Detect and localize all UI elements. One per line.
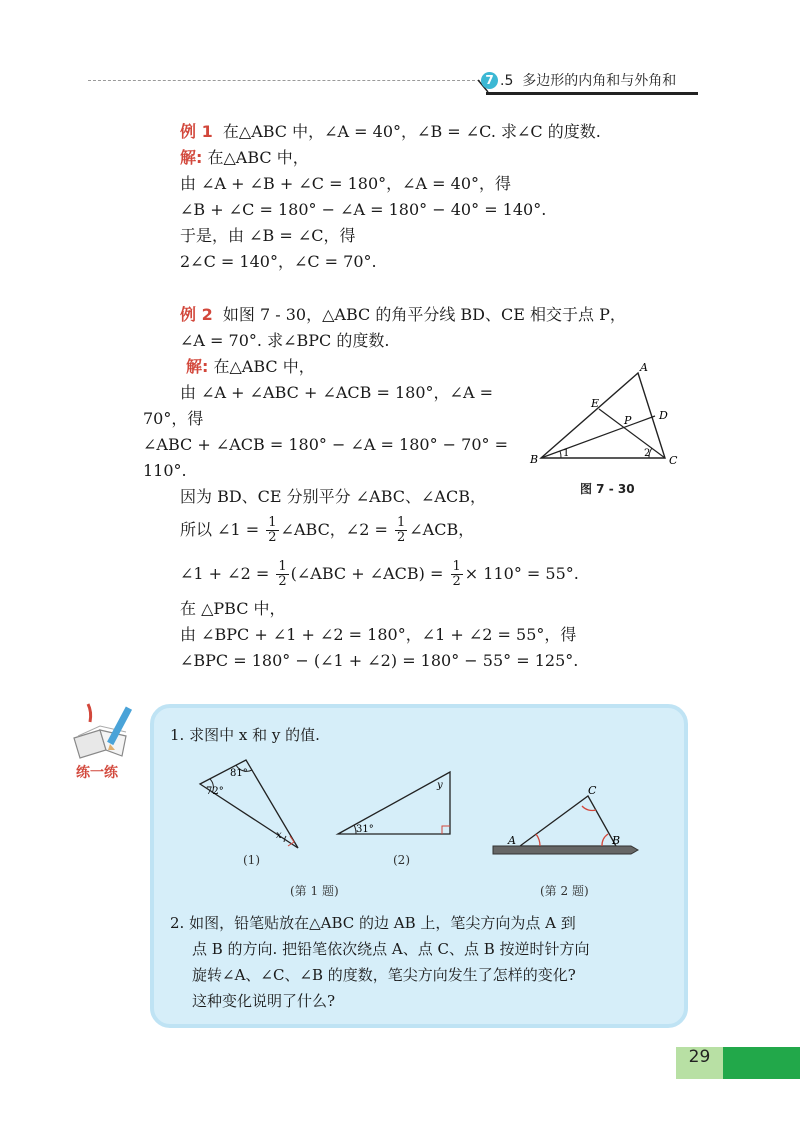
- label-b: B: [530, 453, 539, 466]
- solution-label: 解:: [186, 357, 209, 376]
- triangle-abc: [520, 796, 616, 846]
- label-d: D: [659, 409, 668, 422]
- var-x: x: [276, 830, 282, 841]
- example1-text: 在△ABC 中，∠A = 40°，∠B = ∠C. 求∠C 的度数.: [222, 122, 601, 141]
- exercise-1: 1. 求图中 x 和 y 的值.: [170, 726, 320, 744]
- section-number-rest: .5: [500, 73, 514, 89]
- solution-line: 由 ∠BPC + ∠1 + ∠2 = 180°，∠1 + ∠2 = 55°，得: [180, 625, 577, 644]
- solution-line: ∠ABC + ∠ACB = 180° − ∠A = 180° − 70° =: [143, 435, 508, 454]
- exercise1-figure-1: [196, 756, 306, 856]
- text: ∠1 + ∠2 =: [180, 564, 270, 583]
- fraction: [266, 516, 278, 545]
- label-e: E: [591, 397, 600, 410]
- text: ∠ABC，∠2 =: [280, 520, 388, 539]
- exercise-2-line: 2. 如图，铅笔贴放在△ABC 的边 AB 上，笔尖方向为点 A 到: [170, 914, 576, 932]
- solution-line: ∠B + ∠C = 180° − ∠A = 180° − 40° = 140°.: [180, 200, 547, 219]
- denominator: 2: [278, 574, 287, 589]
- denominator: 2: [452, 574, 461, 589]
- triangle: [200, 760, 298, 848]
- angle-1-arc: [560, 451, 561, 458]
- exercise1-caption: (第 1 题): [290, 884, 339, 898]
- solution-line: 于是，由 ∠B = ∠C，得: [180, 226, 356, 245]
- section-title: [500, 70, 676, 90]
- example2-question: [180, 302, 626, 328]
- pencil: [493, 846, 638, 854]
- solution-text: 在△ABC 中，: [213, 357, 315, 376]
- angle-31: 31°: [356, 824, 374, 835]
- solution-line: 因为 BD、CE 分别平分 ∠ABC、∠ACB，: [180, 487, 486, 506]
- solution-label: 解:: [180, 148, 203, 167]
- label-c: C: [669, 454, 678, 467]
- practice-label: 练一练: [76, 765, 118, 781]
- bisector-bd: [541, 416, 655, 458]
- example2-label: 例 2: [180, 305, 213, 324]
- solution-line: 2∠C = 140°，∠C = 70°.: [180, 252, 377, 271]
- label-angle-1: 1: [563, 448, 570, 459]
- example1-label: 例 1: [180, 122, 213, 141]
- var-y: y: [437, 780, 443, 791]
- angle-72: 72°: [206, 786, 224, 797]
- solution-line-sum: [180, 560, 579, 589]
- solution-line: 在 △PBC 中，: [180, 599, 286, 618]
- solution-line: 110°.: [143, 461, 187, 480]
- example2-solution-line: [186, 354, 315, 380]
- triangle-abc: [541, 373, 665, 458]
- denominator: 2: [268, 530, 277, 545]
- text: ∠ACB，: [409, 520, 475, 539]
- label-a: A: [508, 834, 516, 847]
- example1-question: [180, 119, 601, 145]
- exercise2-caption: (第 2 题): [540, 884, 589, 898]
- angle-81: 81°: [230, 768, 248, 779]
- figure-caption: 图 7 - 30: [580, 482, 635, 496]
- exercise-2-line: 点 B 的方向. 把铅笔依次绕点 A、点 C、点 B 按逆时针方向: [192, 940, 590, 958]
- page-color-bar: [723, 1047, 800, 1079]
- label-angle-2: 2: [644, 448, 651, 459]
- text: (∠ABC + ∠ACB) =: [290, 564, 444, 583]
- example2-question-cont: ∠A = 70°. 求∠BPC 的度数.: [180, 331, 390, 350]
- solution-line: 由 ∠A + ∠ABC + ∠ACB = 180°，∠A =: [180, 383, 493, 402]
- label-c: C: [588, 784, 597, 797]
- solution-line: ∠BPC = 180° − (∠1 + ∠2) = 180° − 55° = 125°.: [180, 651, 579, 670]
- numerator: 1: [278, 559, 287, 574]
- section-badge: 7: [481, 72, 498, 89]
- book-pencil-icon: [70, 700, 142, 760]
- solution-line: 由 ∠A + ∠B + ∠C = 180°，∠A = 40°，得: [180, 174, 512, 193]
- example2-text: 如图 7 - 30，△ABC 的角平分线 BD、CE 相交于点 P，: [222, 305, 626, 324]
- section-heading: 多边形的内角和与外角和: [522, 73, 677, 89]
- solution-text: 在△ABC 中，: [207, 148, 309, 167]
- label-b: B: [612, 834, 621, 847]
- label-p: P: [624, 414, 632, 427]
- header-dashed-rule: [88, 80, 480, 81]
- figure-7-30: [524, 360, 684, 470]
- numerator: 1: [396, 515, 406, 530]
- page-number: 29: [688, 1047, 711, 1067]
- example1-solution-line: [180, 145, 309, 171]
- numerator: 1: [268, 515, 277, 530]
- figure-sub-2: (2): [393, 853, 410, 867]
- fraction: [395, 516, 407, 545]
- numerator: 1: [452, 559, 461, 574]
- figure-sub-1: (1): [243, 853, 260, 867]
- exercise1-figure-2: [334, 768, 464, 840]
- text: 所以 ∠1 =: [180, 520, 260, 539]
- exercise-2-line: 这种变化说明了什么?: [192, 992, 336, 1010]
- denominator: 2: [396, 530, 406, 545]
- exercise-2-line: 旋转∠A、∠C、∠B 的度数，笔尖方向发生了怎样的变化?: [192, 966, 576, 984]
- fraction: [276, 560, 288, 589]
- fraction: [451, 560, 463, 589]
- text: × 110° = 55°.: [464, 564, 579, 583]
- label-a: A: [640, 361, 648, 374]
- solution-line-bisectors: [180, 516, 474, 545]
- solution-line: 70°，得: [143, 409, 204, 428]
- triangle: [338, 772, 450, 834]
- header-bar: [486, 92, 698, 95]
- exercise2-figure: [490, 784, 640, 860]
